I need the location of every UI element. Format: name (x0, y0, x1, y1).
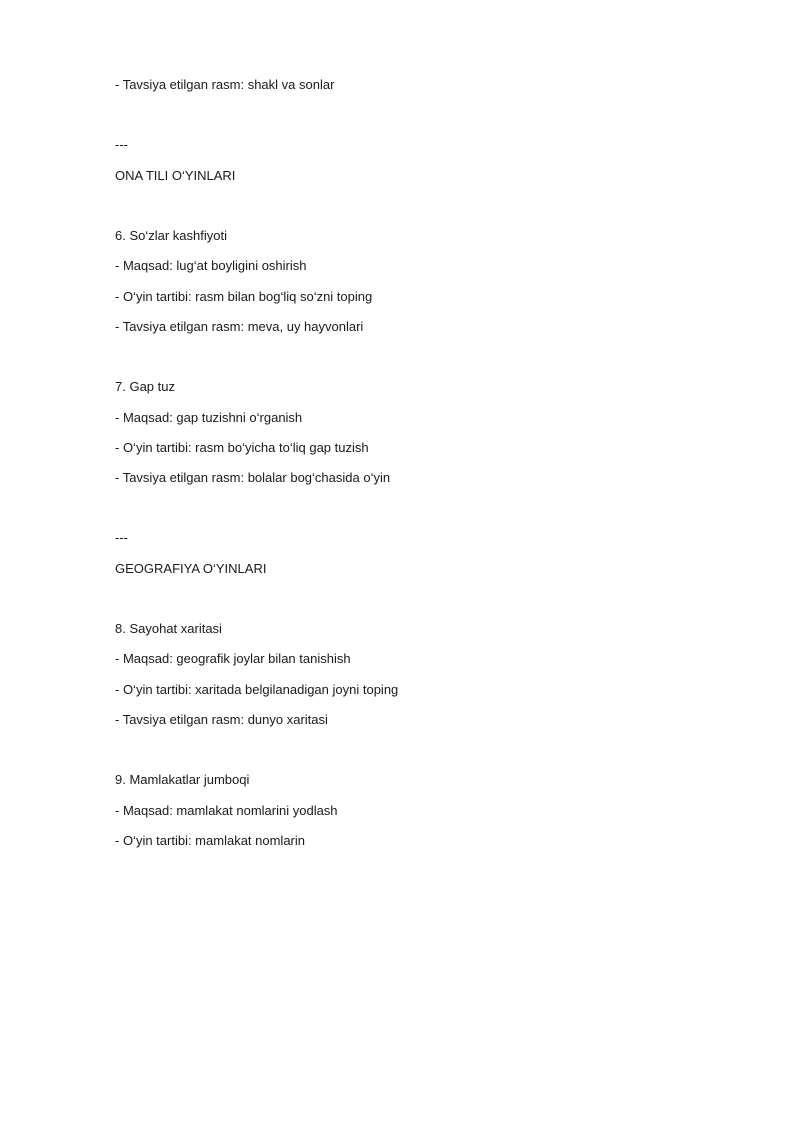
item-detail-tavsiya: - Tavsiya etilgan rasm: dunyo xaritasi (115, 712, 328, 727)
text-line-tavsiya-shakl: - Tavsiya etilgan rasm: shakl va sonlar (115, 77, 335, 92)
item-detail-maqsad: - Maqsad: lug‘at boyligini oshirish (115, 258, 307, 273)
item-detail-oyin-tartibi: - O‘yin tartibi: rasm bo‘yicha to‘liq gap tuzish (115, 440, 369, 455)
section-divider: --- (115, 530, 128, 545)
section-heading-ona-tili: ONA TILI O‘YINLARI (115, 168, 236, 183)
item-detail-oyin-tartibi: - O‘yin tartibi: rasm bilan bog‘liq so‘zni toping (115, 289, 373, 304)
item-detail-maqsad: - Maqsad: gap tuzishni o‘rganish (115, 410, 303, 425)
item-detail-tavsiya: - Tavsiya etilgan rasm: bolalar bog‘chasida o‘yin (115, 470, 391, 485)
item-detail-tavsiya: - Tavsiya etilgan rasm: meva, uy hayvonlari (115, 319, 364, 334)
item-title-sayohat-xaritasi: 8. Sayohat xaritasi (115, 621, 222, 636)
section-heading-geografiya: GEOGRAFIYA O‘YINLARI (115, 561, 267, 576)
item-detail-maqsad: - Maqsad: mamlakat nomlarini yodlash (115, 803, 338, 818)
item-title-gap-tuz: 7. Gap tuz (115, 379, 175, 394)
item-detail-maqsad: - Maqsad: geografik joylar bilan tanishish (115, 651, 351, 666)
item-title-mamlakatlar-jumboqi: 9. Mamlakatlar jumboqi (115, 772, 250, 787)
item-title-sozlar-kashfiyoti: 6. So‘zlar kashfiyoti (115, 228, 227, 243)
item-detail-oyin-tartibi: - O‘yin tartibi: xaritada belgilanadigan joyni toping (115, 682, 399, 697)
item-detail-oyin-tartibi: - O‘yin tartibi: mamlakat nomlarin (115, 833, 305, 848)
section-divider: --- (115, 137, 128, 152)
